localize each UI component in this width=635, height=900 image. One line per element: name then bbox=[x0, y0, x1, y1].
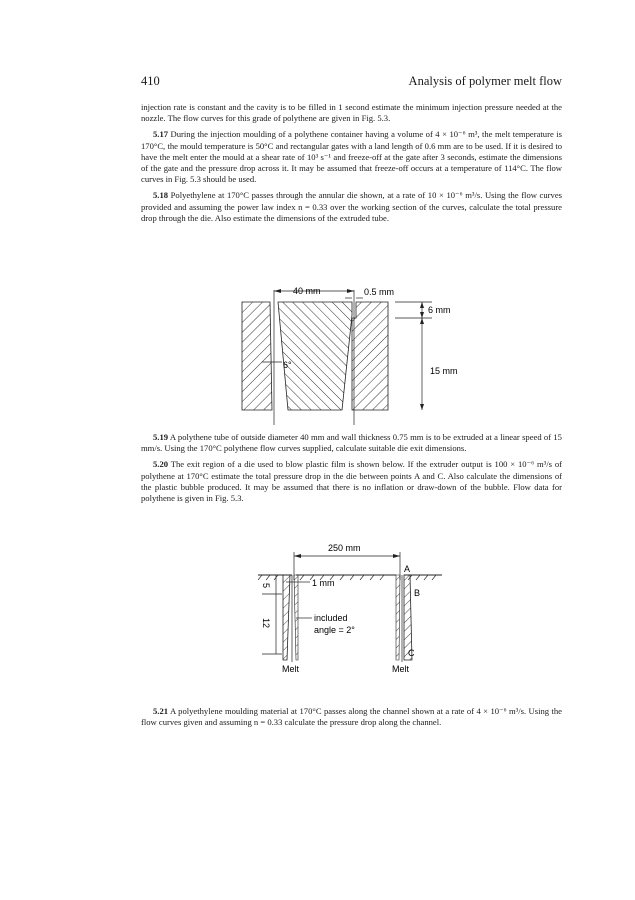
label-b: B bbox=[414, 588, 421, 598]
label-6deg: 6° bbox=[283, 360, 292, 370]
page-number: 410 bbox=[141, 74, 160, 88]
film-die-right-wall bbox=[396, 575, 400, 660]
text-block-bottom bbox=[141, 706, 562, 728]
label-250mm: 250 mm bbox=[328, 543, 361, 553]
label-a: A bbox=[404, 564, 411, 574]
problem-5-20: 5.20 The exit region of a die used to blow plastic film is shown below. If the extruder output is 100 × 10⁻⁶ m³/s of polythene at 170°C estimate the total pressure drop in the die between points A and C. Also calculate the dimensions of the plastic bubble produced. It may be assumed that there is no inflation or draw-down of the bubble. Flow data for polythene is given in Fig. 5.3. bbox=[141, 459, 562, 504]
problem-5-18: 5.18 Polyethylene at 170°C passes through the annular die shown, at a rate of 10 × 10⁻⁶ m³/s. Using the flow curves provided and assuming the power law index n = 0.33 over the working section of the curves, calculate the total pressure drop through the die. Also estimate the dimensions of the extruded tube. bbox=[141, 190, 562, 223]
intro-paragraph: injection rate is constant and the cavity is to be filled in 1 second estimate the minimum injection pressure needed at the nozzle. The flow curves for this grade of polythene are given in Fig. 5.3. bbox=[141, 102, 562, 124]
label-6mm: 6 mm bbox=[428, 305, 451, 315]
film-die-left-wall bbox=[283, 575, 290, 660]
label-5: 5 bbox=[261, 583, 271, 589]
label-c: C bbox=[408, 648, 415, 658]
label-melt-left: Melt bbox=[282, 664, 300, 674]
label-included: included bbox=[314, 613, 348, 623]
label-40mm: 40 mm bbox=[293, 286, 321, 296]
label-1mm: 1 mm bbox=[312, 578, 335, 588]
label-15mm: 15 mm bbox=[430, 366, 458, 376]
label-angle-2deg: angle = 2° bbox=[314, 625, 355, 635]
label-12: 12 bbox=[261, 618, 271, 629]
running-title: Analysis of polymer melt flow bbox=[408, 74, 562, 88]
label-melt-right: Melt bbox=[392, 664, 410, 674]
label-0-5mm: 0.5 mm bbox=[364, 287, 395, 297]
problem-5-19: 5.19 A polythene tube of outside diameter 40 mm and wall thickness 0.75 mm is to be extruded at a linear speed of 15 mm/s. Using the 170°C polythene flow curves supplied, calculate suitable die exit dimensions. bbox=[141, 432, 562, 454]
problem-5-17: 5.17 During the injection moulding of a polythene container having a volume of 4 × 10⁻⁶ m³, the melt temperature is 170°C, the mould temperature is 50°C and rectangular gates with a land length of 0.6 mm are to be used. If it is desired to have the melt enter the mould at a shear rate of 10³ s⁻¹ and freeze-off at the gate after 3 seconds, estimate the dimensions of the gate and the pressure drop across it. It may be assumed that freeze-off occurs at a temperature of 114°C. The flow curves in Fig. 5.3 should be used. bbox=[141, 129, 562, 185]
problem-5-21: 5.21 A polyethylene moulding material at 170°C passes along the channel shown at a rate of 4 × 10⁻⁶ m³/s. Using the flow curves given and assuming n = 0.33 calculate the pressure drop along the channel. bbox=[141, 706, 562, 728]
